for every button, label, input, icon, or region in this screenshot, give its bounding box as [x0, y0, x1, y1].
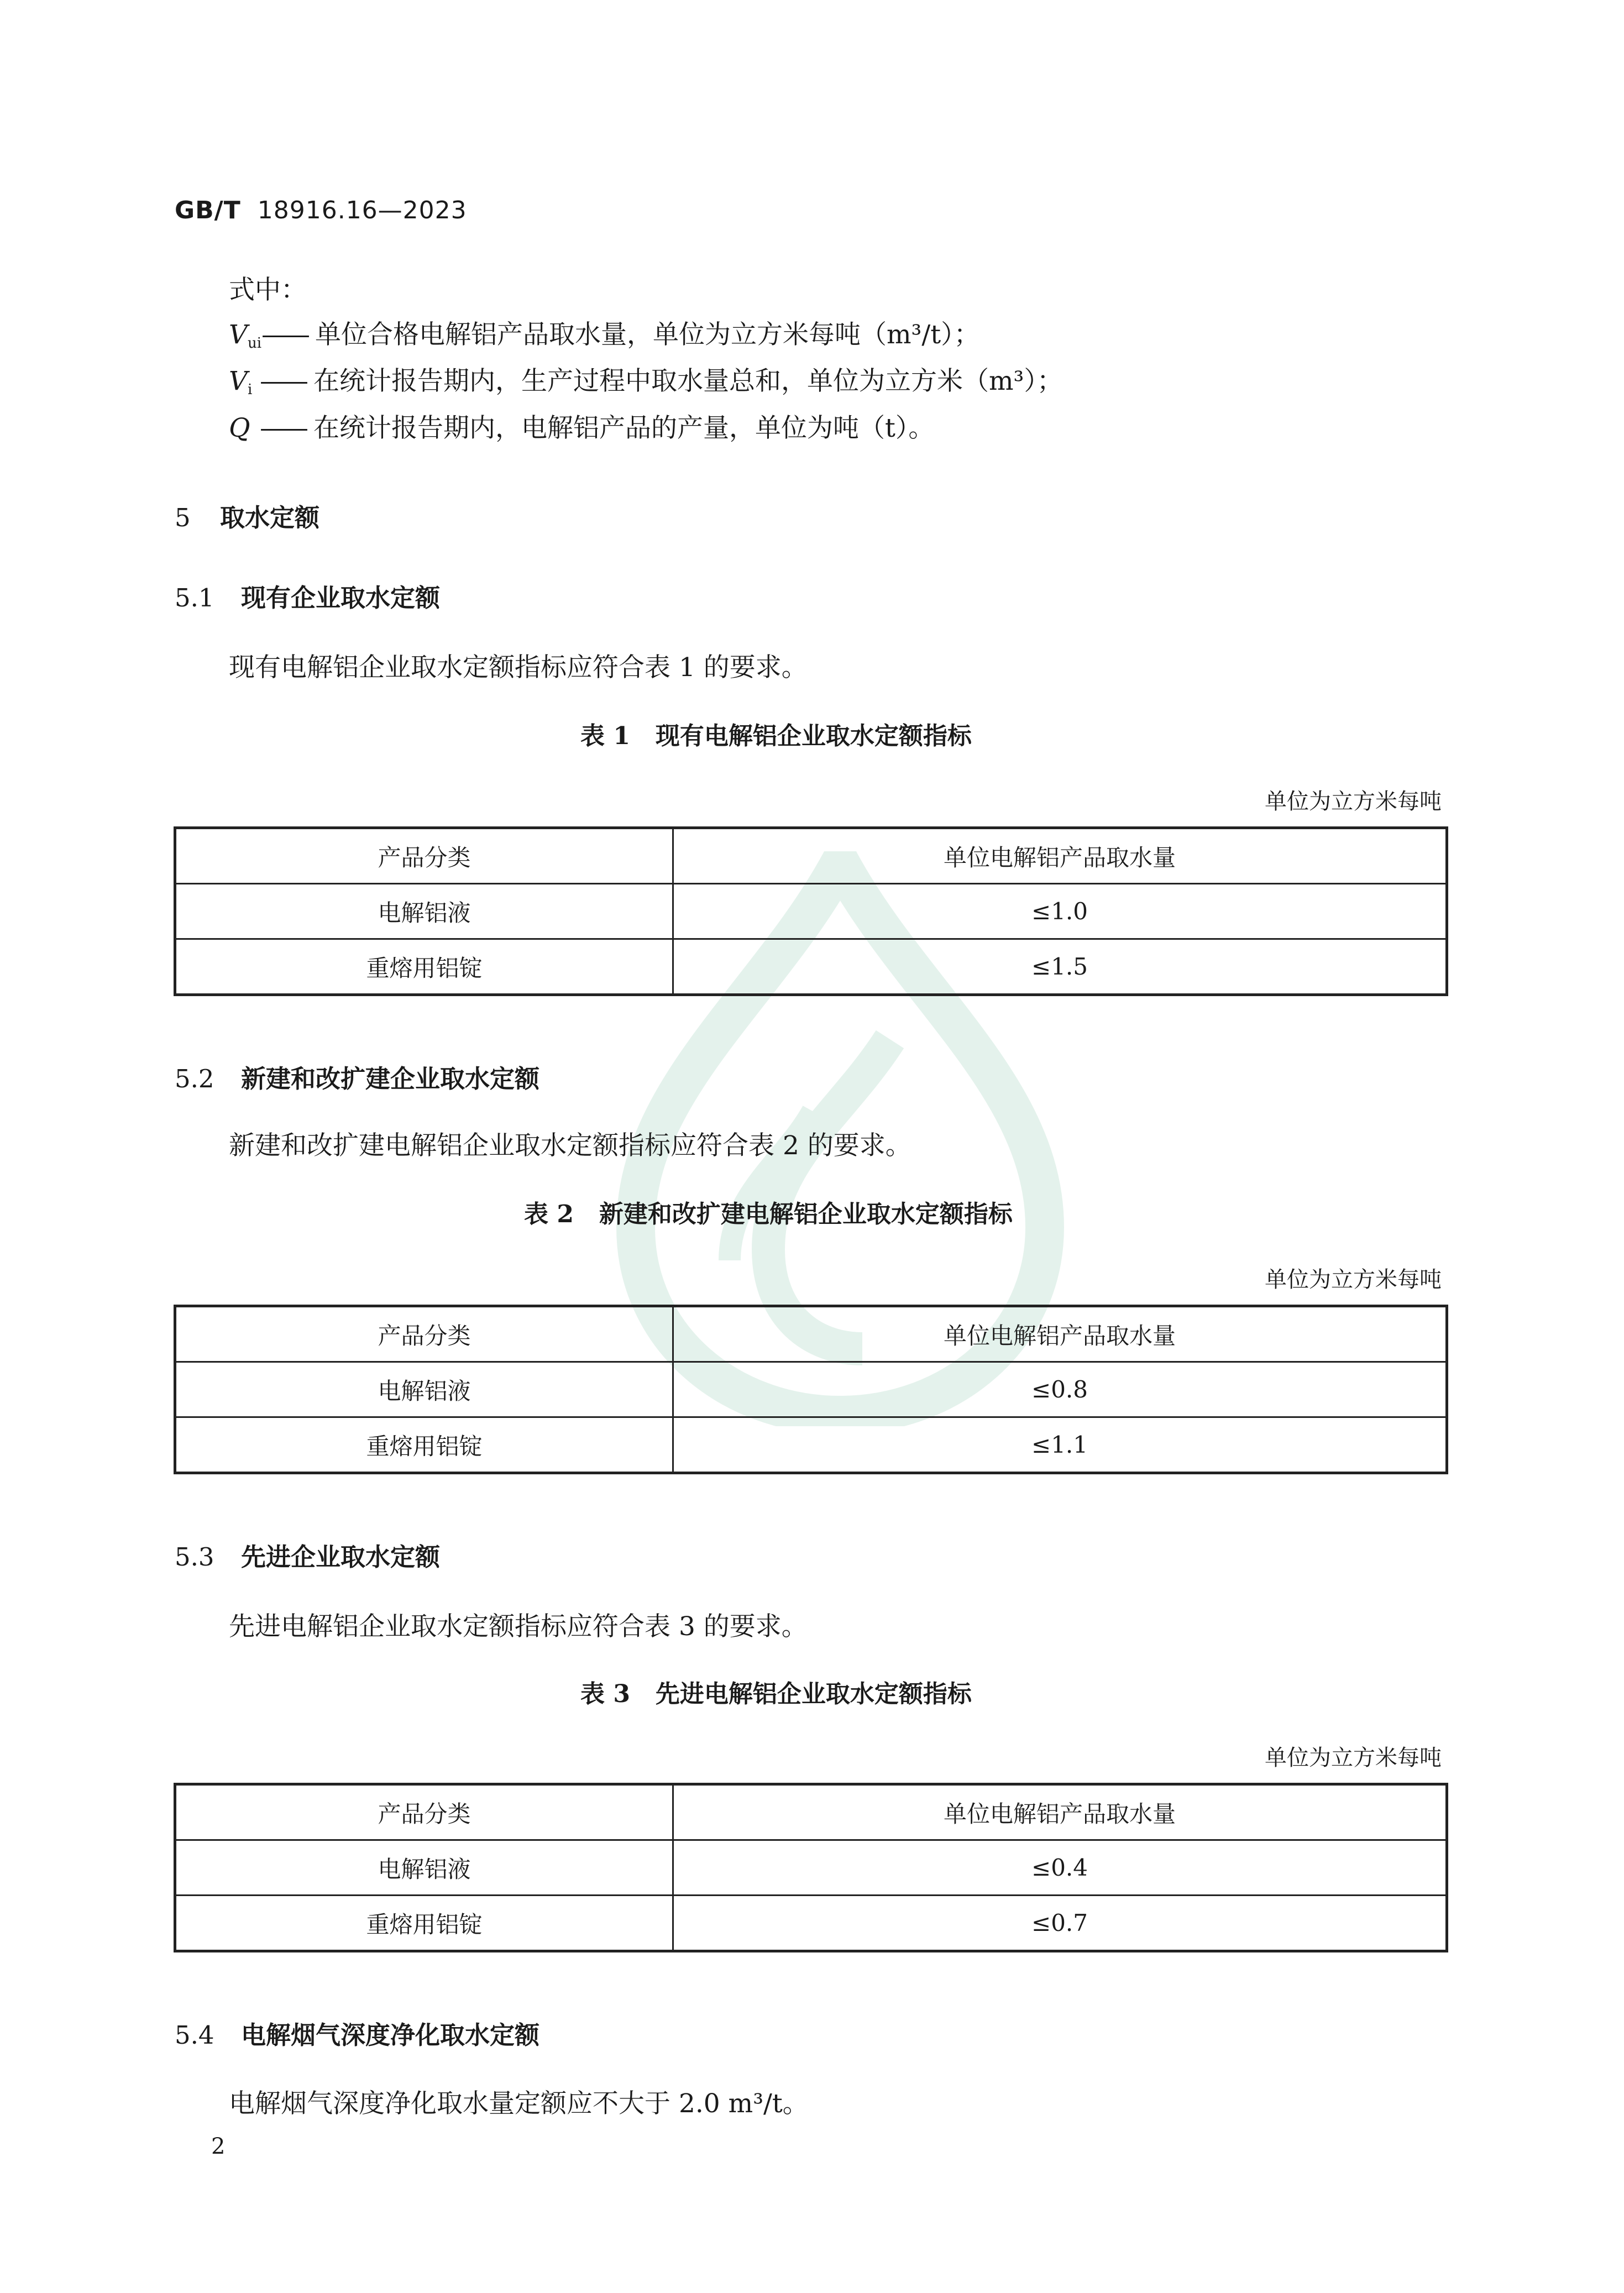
var-text: 在统计报告期内，电解铝产品的产量，单位为吨（t）。	[313, 413, 935, 443]
quota-table-3	[174, 1783, 1448, 1952]
table-row	[175, 939, 1447, 995]
var-text: 单位合格电解铝产品取水量，单位为立方米每吨（m³/t）；	[315, 320, 980, 350]
value-cell: ≤0.4	[673, 1840, 1447, 1896]
var-symbol: $V_{ui}$	[229, 320, 262, 352]
page-number: 2	[211, 2134, 226, 2159]
paragraph: 先进电解铝企业取水定额指标应符合表 3 的要求。	[229, 1611, 808, 1642]
paragraph: 电解烟气深度净化取水量定额应不大于 2.0 m³/t。	[229, 2088, 809, 2119]
table-caption: 表 2 新建和改扩建电解铝企业取水定额指标	[524, 1200, 1013, 1228]
quota-table-1	[174, 826, 1448, 996]
table-unit: 单位为立方米每吨	[1265, 1745, 1442, 1771]
section-heading-5: 5 取水定额	[175, 503, 320, 532]
value-cell: ≤1.0	[673, 884, 1447, 939]
table-caption: 表 1 现有电解铝企业取水定额指标	[580, 722, 972, 750]
table-row	[175, 1362, 1447, 1417]
product-cell: 重熔用铝锭	[175, 939, 673, 995]
table-row	[175, 1417, 1447, 1473]
table-unit: 单位为立方米每吨	[1265, 1267, 1442, 1292]
section-heading-5-1: 5.1 现有企业取水定额	[175, 583, 441, 612]
header-cell: 单位电解铝产品取水量	[673, 1784, 1447, 1840]
table-header-row	[175, 1784, 1447, 1840]
var-text: 在统计报告期内，生产过程中取水量总和，单位为立方米（m³）；	[313, 366, 1063, 396]
header-cell: 产品分类	[175, 1784, 673, 1840]
standard-number: 18916.16—2023	[257, 196, 467, 224]
header-cell: 单位电解铝产品取水量	[673, 828, 1447, 884]
value-cell: ≤0.7	[673, 1896, 1447, 1951]
standard-code: GB/T	[175, 196, 241, 224]
var-definition: Q —— 在统计报告期内，电解铝产品的产量，单位为吨（t）。	[229, 413, 935, 443]
table-row	[175, 884, 1447, 939]
value-cell: ≤0.8	[673, 1362, 1447, 1417]
product-cell: 电解铝液	[175, 884, 673, 939]
header-cell: 单位电解铝产品取水量	[673, 1306, 1447, 1362]
var-symbol: $V_i$	[229, 366, 253, 398]
table-row	[175, 1896, 1447, 1951]
product-cell: 电解铝液	[175, 1362, 673, 1417]
product-cell: 重熔用铝锭	[175, 1417, 673, 1473]
table-header-row	[175, 828, 1447, 884]
header-cell: 产品分类	[175, 828, 673, 884]
paragraph: 新建和改扩建电解铝企业取水定额指标应符合表 2 的要求。	[229, 1130, 911, 1161]
quota-table-2	[174, 1305, 1448, 1474]
standard-header	[175, 196, 467, 224]
value-cell: ≤1.1	[673, 1417, 1447, 1473]
var-definition: $V_{ui}——$ 单位合格电解铝产品取水量，单位为立方米每吨（m³/t）；	[229, 320, 980, 352]
formula-where: 式中：	[229, 275, 307, 305]
section-heading-5-3: 5.3 先进企业取水定额	[175, 1542, 441, 1572]
paragraph: 现有电解铝企业取水定额指标应符合表 1 的要求。	[229, 652, 808, 683]
table-header-row	[175, 1306, 1447, 1362]
section-heading-5-4: 5.4 电解烟气深度净化取水定额	[175, 2020, 540, 2050]
value-cell: ≤1.5	[673, 939, 1447, 995]
product-cell: 电解铝液	[175, 1840, 673, 1896]
var-symbol: Q	[229, 413, 250, 443]
header-cell: 产品分类	[175, 1306, 673, 1362]
table-row	[175, 1840, 1447, 1896]
table-caption: 表 3 先进电解铝企业取水定额指标	[580, 1680, 972, 1708]
section-heading-5-2: 5.2 新建和改扩建企业取水定额	[175, 1064, 540, 1093]
var-definition: $V_i$ —— 在统计报告期内，生产过程中取水量总和，单位为立方米（m³）；	[229, 366, 1063, 398]
table-unit: 单位为立方米每吨	[1265, 789, 1442, 814]
product-cell: 重熔用铝锭	[175, 1896, 673, 1951]
